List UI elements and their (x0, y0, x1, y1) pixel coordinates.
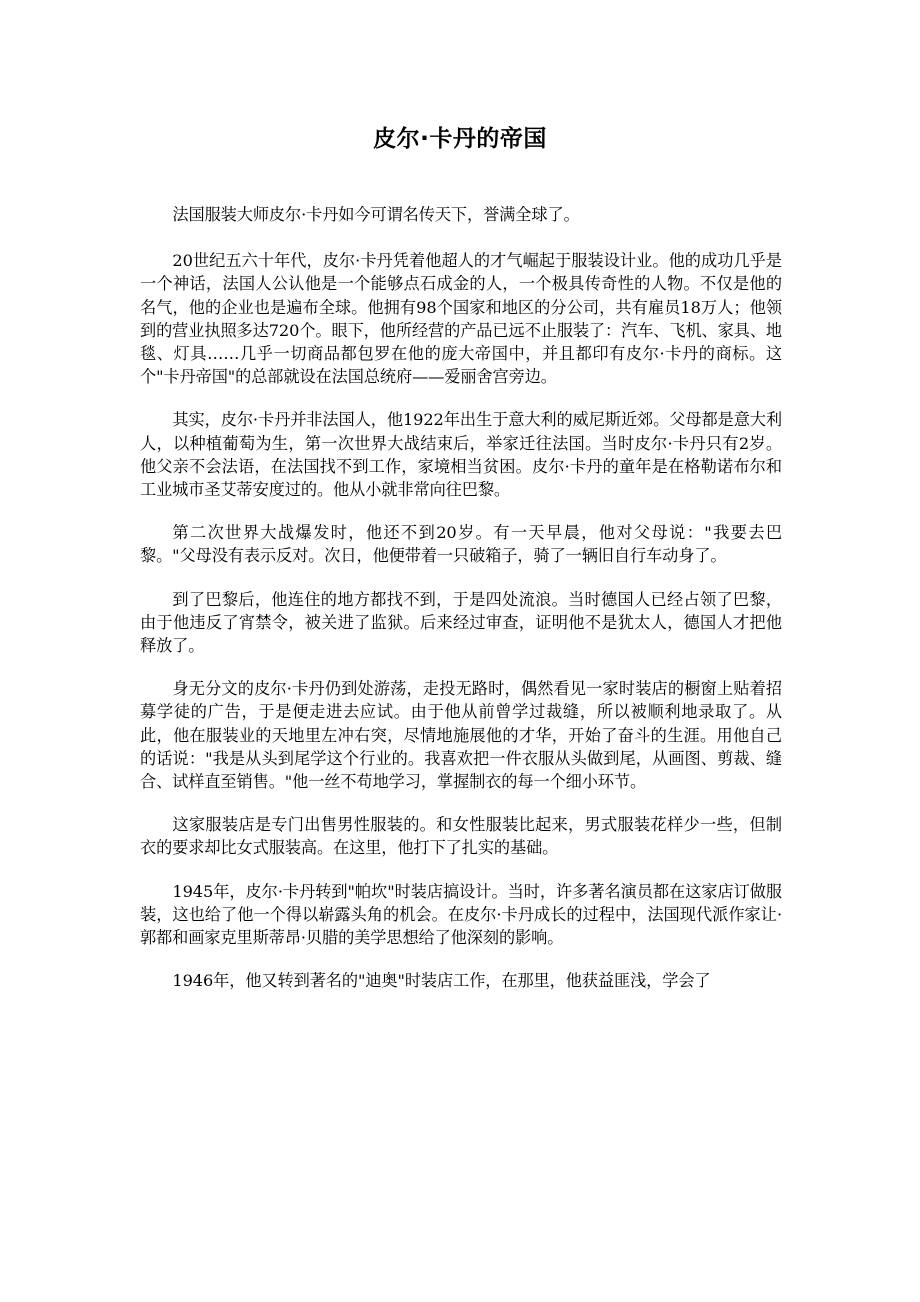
paragraph: 20世纪五六十年代，皮尔·卡丹凭着他超人的才气崛起于服装设计业。他的成功几乎是一个神话，法国人公认他是一个能够点石成金的人，一个极具传奇性的人物。不仅是他的名气，他的企业也是遍布全球。他拥有98个国家和地区的分公司，共有雇员18万人；他领到的营业执照多达720个。眼下，他所经营的产品已远不止服装了：汽车、飞机、家具、地毯、灯具……几乎一切商品都包罗在他的庞大帝国中，并且都印有皮尔·卡丹的商标。这个"卡丹帝国"的总部就设在法国总统府——爱丽舍宫旁边。 (140, 251, 782, 387)
paragraph: 1945年，皮尔·卡丹转到"帕坎"时装店搞设计。当时，许多著名演员都在这家店订做服装，这也给了他一个得以崭露头角的机会。在皮尔·卡丹成长的过程中，法国现代派作家让·郭都和画家克里斯蒂昂·贝腊的美学思想给了他深刻的影响。 (140, 881, 782, 948)
document-body (140, 203, 782, 1012)
paragraph: 法国服装大师皮尔·卡丹如今可谓名传天下，誉满全球了。 (172, 205, 580, 224)
paragraph: 到了巴黎后，他连住的地方都找不到，于是四处流浪。当时德国人已经占领了巴黎，由于他违反了宵禁令，被关进了监狱。后来经过审查，证明他不是犹太人，德国人才把他释放了。 (140, 589, 782, 656)
paragraph: 第二次世界大战爆发时，他还不到20岁。有一天早晨，他对父母说："我要去巴黎。"父母没有表示反对。次日，他便带着一只破箱子，骑了一辆旧自行车动身了。 (140, 523, 782, 566)
paragraph: 身无分文的皮尔·卡丹仍到处游荡，走投无路时，偶然看见一家时装店的橱窗上贴着招募学徒的广告，于是便走进去应试。由于他从前曾学过裁缝，所以被顺利地录取了。从此，他在服装业的天地里左冲右突，尽情地施展他的才华，开始了奋斗的生涯。用他自己的话说："我是从头到尾学这个行业的。我喜欢把一件衣服从头做到尾，从画图、剪裁、缝合、试样直至销售。"他一丝不苟地学习，掌握制衣的每一个细小环节。 (140, 679, 782, 792)
document-title: 皮尔·卡丹的帝国 (373, 126, 547, 152)
paragraph: 这家服装店是专门出售男性服装的。和女性服装比起来，男式服装花样少一些，但制衣的要求却比女式服装高。在这里，他打下了扎实的基础。 (140, 815, 782, 858)
paragraph: 1946年，他又转到著名的"迪奥"时装店工作，在那里，他获益匪浅，学会了 (172, 971, 711, 991)
paragraph: 其实，皮尔·卡丹并非法国人，他1922年出生于意大利的威尼斯近郊。父母都是意大利人，以种植葡萄为生，第一次世界大战结束后，举家迁往法国。当时皮尔·卡丹只有2岁。他父亲不会法语，在法国找不到工作，家境相当贫困。皮尔·卡丹的童年是在格勒诺布尔和工业城市圣艾蒂安度过的。他从小就非常向往巴黎。 (140, 410, 782, 500)
